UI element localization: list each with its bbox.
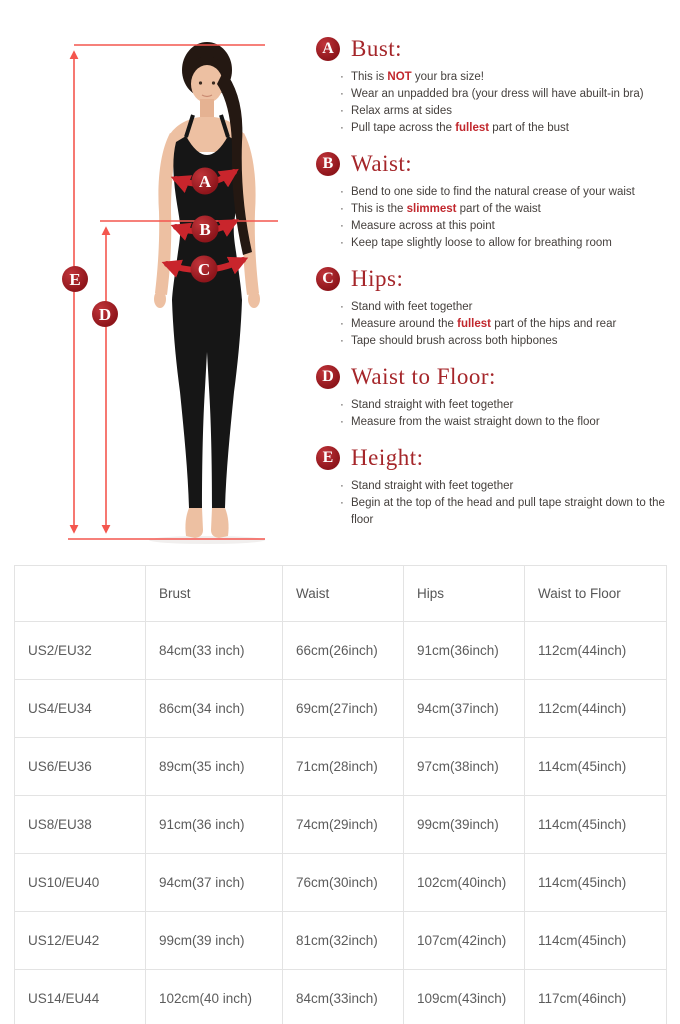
section-bullets xyxy=(340,299,670,350)
measurement-cell: 69cm(27inch) xyxy=(283,680,404,738)
measurement-cell: 97cm(38inch) xyxy=(404,738,525,796)
column-header xyxy=(15,566,146,622)
measurement-cell: 102cm(40 inch) xyxy=(146,970,283,1024)
section-title: Waist to Floor: xyxy=(351,364,496,389)
measurement-cell: 71cm(28inch) xyxy=(283,738,404,796)
section-bullets xyxy=(340,397,670,431)
measure-section-b xyxy=(316,151,670,252)
size-table-row xyxy=(15,680,667,738)
size-label-cell: US14/EU44 xyxy=(15,970,146,1024)
section-title: Bust: xyxy=(351,36,403,61)
size-table-row xyxy=(15,622,667,680)
model-figure xyxy=(149,42,265,544)
measurement-cell: 107cm(42inch) xyxy=(404,912,525,970)
size-label-cell: US6/EU36 xyxy=(15,738,146,796)
bullet-dot-icon: · xyxy=(340,318,344,330)
bullet-dot-icon: · xyxy=(340,203,344,215)
size-table xyxy=(14,565,667,1024)
model-illustration xyxy=(0,0,330,570)
section-bullets xyxy=(340,478,670,529)
measurement-cell: 89cm(35 inch) xyxy=(146,738,283,796)
section-badge: B xyxy=(316,152,340,176)
section-badge: D xyxy=(316,365,340,389)
size-table-header-row xyxy=(15,566,667,622)
measurement-cell: 66cm(26inch) xyxy=(283,622,404,680)
measurement-cell: 112cm(44inch) xyxy=(525,622,667,680)
measurement-cell: 84cm(33inch) xyxy=(283,970,404,1024)
section-badge: E xyxy=(316,446,340,470)
bullet-dot-icon: · xyxy=(340,122,344,134)
bullet-dot-icon: · xyxy=(340,301,344,313)
section-heading xyxy=(316,151,670,177)
bullet-dot-icon: · xyxy=(340,497,344,509)
instruction-bullet: · This is the slimmest part of the waist xyxy=(340,201,670,218)
measurement-cell: 114cm(45inch) xyxy=(525,796,667,854)
figure-badge-b: B xyxy=(199,220,211,239)
size-label-cell: US4/EU34 xyxy=(15,680,146,738)
measurement-cell: 112cm(44inch) xyxy=(525,680,667,738)
measurement-cell: 114cm(45inch) xyxy=(525,912,667,970)
section-title: Hips: xyxy=(351,266,404,291)
section-heading xyxy=(316,36,670,62)
bullet-dot-icon: · xyxy=(340,220,344,232)
bullet-dot-icon: · xyxy=(340,416,344,428)
bullet-dot-icon: · xyxy=(340,480,344,492)
figure-badge-a: A xyxy=(198,172,212,191)
measurement-cell: 117cm(46inch) xyxy=(525,970,667,1024)
section-title: Waist: xyxy=(351,151,413,176)
measurement-cell: 74cm(29inch) xyxy=(283,796,404,854)
size-table-row xyxy=(15,854,667,912)
instruction-bullet: · Stand with feet together xyxy=(340,299,670,316)
measure-section-d xyxy=(316,364,670,431)
section-badge: A xyxy=(316,37,340,61)
measurement-cell: 81cm(32inch) xyxy=(283,912,404,970)
measurement-cell: 94cm(37 inch) xyxy=(146,854,283,912)
column-header: Hips xyxy=(404,566,525,622)
instruction-bullet: · Relax arms at sides xyxy=(340,103,670,120)
instruction-bullet: · Measure from the waist straight down to the floor xyxy=(340,414,670,431)
measurement-cell: 109cm(43inch) xyxy=(404,970,525,1024)
bullet-dot-icon: · xyxy=(340,105,344,117)
size-label-cell: US10/EU40 xyxy=(15,854,146,912)
size-table-wrap xyxy=(14,565,666,1024)
size-table-head xyxy=(15,566,667,622)
figure-badge-e: E xyxy=(69,270,81,289)
section-bullets xyxy=(340,184,670,252)
measurement-cell: 91cm(36inch) xyxy=(404,622,525,680)
bullet-dot-icon: · xyxy=(340,335,344,347)
size-label-cell: US2/EU32 xyxy=(15,622,146,680)
measure-section-e xyxy=(316,445,670,529)
instruction-bullet: · Begin at the top of the head and pull tape straight down to the floor xyxy=(340,497,665,526)
measurement-cell: 102cm(40inch) xyxy=(404,854,525,912)
measurement-cell: 76cm(30inch) xyxy=(283,854,404,912)
figure-badge-d: D xyxy=(98,305,112,324)
bullet-dot-icon: · xyxy=(340,186,344,198)
bullet-dot-icon: · xyxy=(340,399,344,411)
measurement-cell: 114cm(45inch) xyxy=(525,738,667,796)
measure-section-c xyxy=(316,266,670,350)
section-heading xyxy=(316,445,670,471)
measurement-instructions xyxy=(316,36,670,543)
column-header: Brust xyxy=(146,566,283,622)
bullet-dot-icon: · xyxy=(340,71,344,83)
measurement-cell: 91cm(36 inch) xyxy=(146,796,283,854)
instruction-bullet: · Wear an unpadded bra (your dress will have abuilt-in bra) xyxy=(340,86,670,103)
size-label-cell: US12/EU42 xyxy=(15,912,146,970)
measurement-cell: 94cm(37inch) xyxy=(404,680,525,738)
instruction-bullet: · Measure around the fullest part of the hips and rear xyxy=(340,316,670,333)
figure-badge-c: C xyxy=(197,260,211,279)
bullet-dot-icon: · xyxy=(340,237,344,249)
size-label-cell: US8/EU38 xyxy=(15,796,146,854)
instruction-bullet: · Stand straight with feet together xyxy=(340,397,670,414)
section-title: Height: xyxy=(351,445,424,470)
instruction-bullet: · Measure across at this point xyxy=(340,218,670,235)
section-heading xyxy=(316,364,670,390)
measurement-cell: 99cm(39 inch) xyxy=(146,912,283,970)
measure-section-a xyxy=(316,36,670,137)
measurement-cell: 86cm(34 inch) xyxy=(146,680,283,738)
instruction-bullet: · This is NOT your bra size! xyxy=(340,69,670,86)
size-table-row xyxy=(15,796,667,854)
measurement-cell: 114cm(45inch) xyxy=(525,854,667,912)
column-header: Waist xyxy=(283,566,404,622)
section-heading xyxy=(316,266,670,292)
size-table-body xyxy=(15,622,667,1024)
size-table-row xyxy=(15,970,667,1024)
instruction-bullet: · Keep tape slightly loose to allow for breathing room xyxy=(340,235,670,252)
instruction-bullet: · Pull tape across the fullest part of the bust xyxy=(340,120,670,137)
instruction-bullet: · Tape should brush across both hipbones xyxy=(340,333,670,350)
column-header: Waist to Floor xyxy=(525,566,667,622)
instruction-bullet: · Bend to one side to find the natural crease of your waist xyxy=(340,184,670,201)
size-table-row xyxy=(15,738,667,796)
measurement-cell: 99cm(39inch) xyxy=(404,796,525,854)
size-table-row xyxy=(15,912,667,970)
section-bullets xyxy=(340,69,670,137)
bullet-dot-icon: · xyxy=(340,88,344,100)
section-badge: C xyxy=(316,267,340,291)
measurement-cell: 84cm(33 inch) xyxy=(146,622,283,680)
instruction-bullet: · Stand straight with feet together xyxy=(340,478,670,495)
measurement-figure xyxy=(0,0,330,570)
